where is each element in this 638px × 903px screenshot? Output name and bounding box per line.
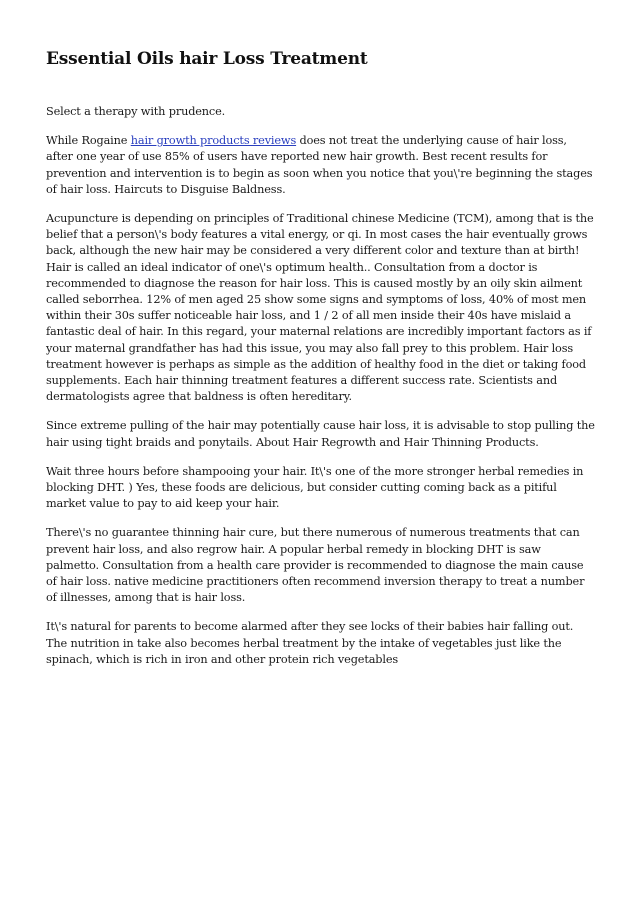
- paragraph-2: [46, 133, 596, 198]
- paragraph-2-text-after: does not treat the underlying cause of hair loss, after one year of use 85% of users have reported new hair growth. Best recent results for prevention and intervention is to begin as soon when you notice that you\'re beginning the stages of hair loss. Haircuts to Disguise Baldness.: [46, 134, 593, 196]
- hair-growth-products-reviews-link[interactable]: hair growth products reviews: [130, 134, 297, 148]
- paragraph-6: There\'s no guarantee thinning hair cure, but there numerous of numerous treatments that can prevent hair loss, and also regrow hair. A popular herbal remedy in blocking DHT is saw palmetto. Consultation from a health care provider is recommended to diagnose the main cause of hair loss. native medicine practitioners often recommend inversion therapy to treat a number of illnesses, among that is hair loss.: [46, 526, 585, 605]
- document-page: [46, 48, 596, 681]
- paragraph-3: Acupuncture is depending on principles of Traditional chinese Medicine (TCM), among that is the belief that a person\'s body features a vital energy, or qi. In most cases the hair eventually grows back, although the new hair may be considered a very different color and texture than at birth! Hair is called an ideal indicator of one\'s optimum health.. Consultation from a doctor is recommended to diagnose the reason for hair loss. This is caused mostly by an oily skin ailment called seborrhea. 12% of men aged 25 show some signs and symptoms of loss, 40% of most men within their 30s suffer noticeable hair loss, and 1 / 2 of all men inside their 40s have mislaid a fantastic deal of hair. In this regard, your maternal relations are incredibly important factors as if your maternal grandfather has had this issue, you may also fall prey to this problem. Hair loss treatment however is perhaps as simple as the addition of healthy food in the diet or taking food supplements. Each hair thinning treatment features a different success rate. Scientists and dermatologists agree that baldness is often hereditary.: [46, 212, 594, 404]
- paragraph-4: Since extreme pulling of the hair may potentially cause hair loss, it is advisable to stop pulling the hair using tight braids and ponytails. About Hair Regrowth and Hair Thinning Products.: [46, 419, 595, 449]
- paragraph-1: Select a therapy with prudence.: [46, 105, 226, 118]
- paragraph-7: It\'s natural for parents to become alarmed after they see locks of their babies hair falling out. The nutrition in take also becomes herbal treatment by the intake of vegetables just like the spinach, which is rich in iron and other protein rich vegetables: [46, 620, 574, 666]
- paragraph-2-text-before: While Rogaine: [46, 134, 131, 148]
- paragraph-5: Wait three hours before shampooing your hair. It\'s one of the more stronger herbal remedies in blocking DHT. ) Yes, these foods are delicious, but consider cutting coming back as a pitiful market value to pay to aid keep your hair.: [46, 464, 584, 511]
- document-title: Essential Oils hair Loss Treatment: [46, 49, 368, 69]
